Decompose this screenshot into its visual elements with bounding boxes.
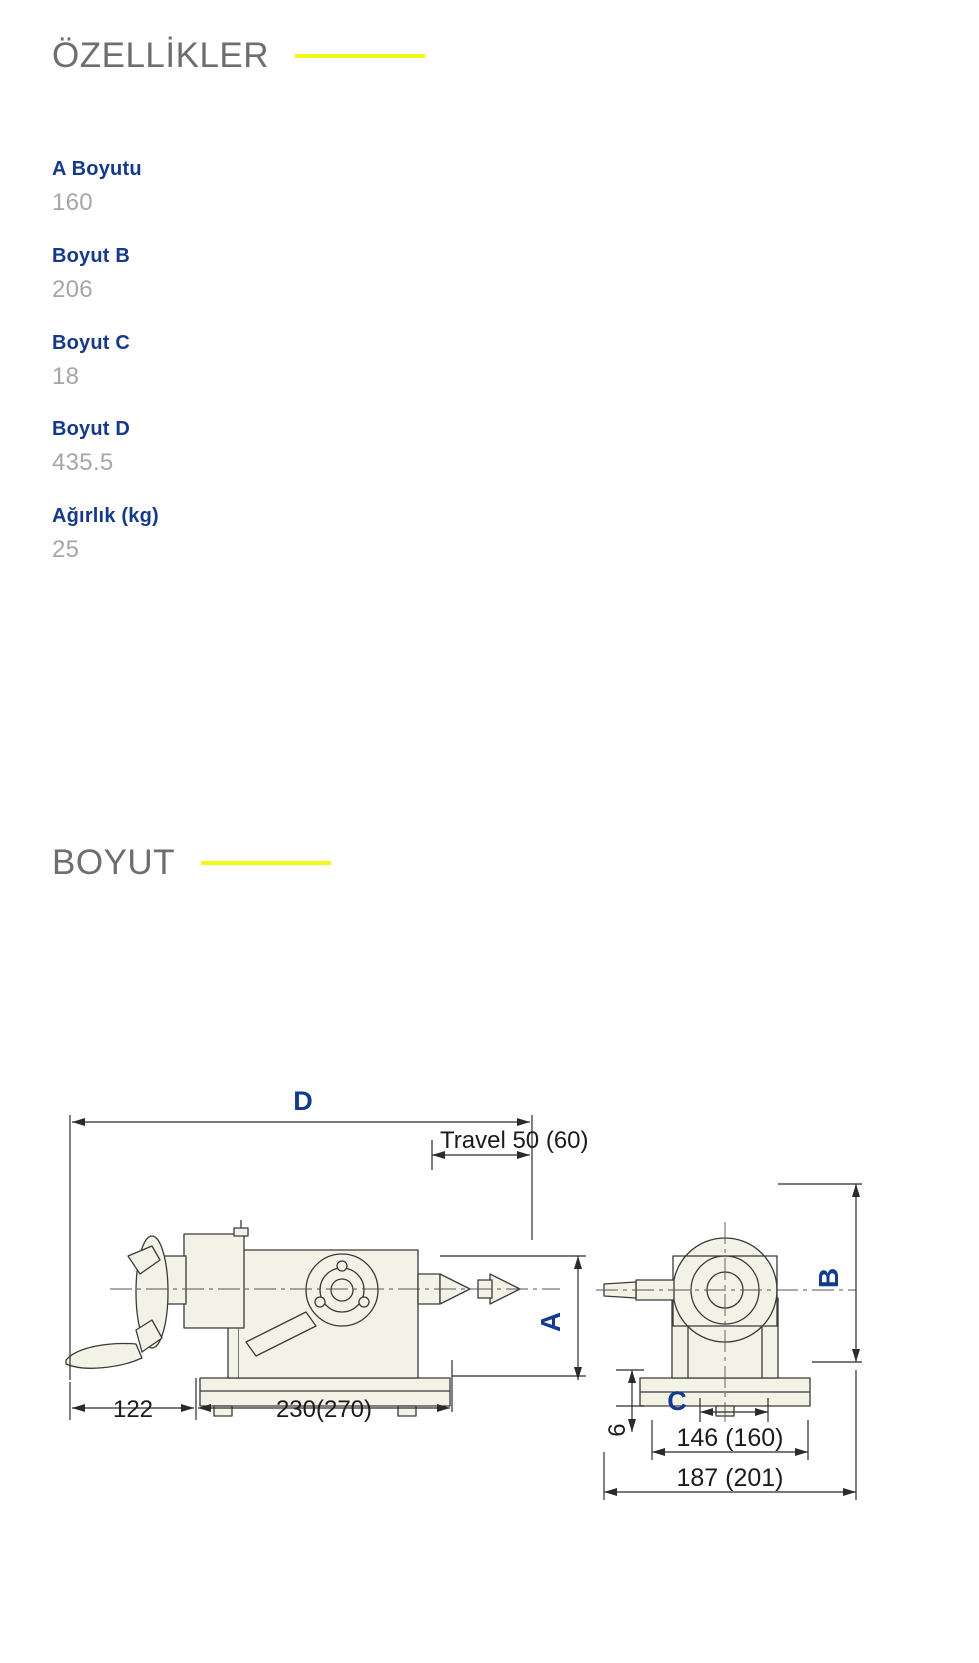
spec-value: 206 [52,275,93,303]
spec-label: Ağırlık (kg) [52,505,159,528]
dim-label-187: 187 (201) [676,1464,784,1492]
spec-label: Boyut C [52,331,131,354]
spec-label: Boyut D [52,418,131,441]
spec-value: 18 [52,362,80,390]
dimension-section-title: BOYUT [52,843,176,882]
spec-item [52,155,472,221]
dim-label-a: A [535,1311,566,1333]
dim-label-230: 230(270) [275,1396,373,1423]
dim-label-122: 122 [112,1396,154,1423]
dim-label-travel: Travel 50 (60) [440,1127,589,1154]
spec-value: 160 [52,189,93,216]
spec-value: 435.5 [52,449,114,477]
spec-value: 25 [52,536,80,564]
dim-label-c: C [667,1386,687,1416]
heading-accent-rule [201,861,331,865]
spec-item [52,242,472,308]
dimension-section-heading [52,845,331,880]
technical-drawing [0,1060,979,1530]
spec-label: Boyut B [52,244,131,267]
side-view-crank-handle [66,1344,142,1369]
specs-section-heading [52,38,425,73]
dim-label-b: B [813,1267,844,1289]
spec-item [52,502,472,568]
spec-label: A Boyutu [52,158,142,180]
heading-accent-rule [295,54,425,58]
dim-label-146: 146 (160) [676,1424,784,1452]
dim-label-6: 6 [604,1423,631,1437]
spec-item [52,415,472,481]
spec-item [52,329,472,395]
specs-section-title: ÖZELLİKLER [52,36,270,75]
dim-label-d: D [293,1086,313,1116]
specs-list [52,155,472,589]
side-view-spindle-housing [184,1234,244,1328]
